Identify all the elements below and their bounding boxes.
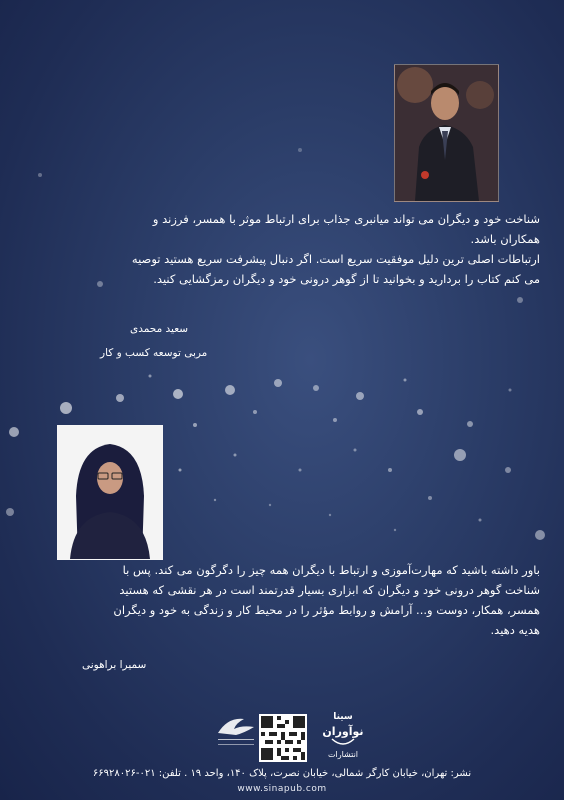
paragraph-line: می کنم کتاب را بردارید و بخوانید تا از گوهر درونی خود و دیگران رمزگشایی کنید. — [153, 272, 540, 286]
author-photo-man — [394, 64, 499, 202]
person-silhouette-icon — [395, 65, 498, 201]
publisher-website[interactable]: www.sinapub.com — [237, 784, 327, 794]
svg-text:سینا: سینا — [333, 712, 353, 722]
paragraph-line: همکاران باشد. — [470, 232, 540, 246]
svg-text:انتشارات: انتشارات — [327, 750, 359, 759]
svg-text:نوآوران: نوآوران — [322, 725, 364, 738]
person-silhouette-icon — [58, 426, 162, 559]
paragraph-line: همسر، همکار، دوست و... آرامش و روابط مؤثر را در محیط کار و زندگی به خود و دیگران — [113, 603, 540, 617]
paragraph-line: شناخت گوهر درونی خود و دیگران که ابزاری بسیار قدرتمند است در هر نقشی که هستید — [119, 583, 540, 597]
publisher-address: نشر: تهران، خیابان کارگر شمالی، خیابان نصرت، پلاک ۱۴۰، واحد ۱۹ . تلفن: ۰۲۱-۶۶۹۲۸۰۲۶ — [92, 768, 472, 779]
endorsement-paragraph-1 — [30, 209, 540, 289]
publisher-logo-icon — [316, 705, 370, 761]
bird-logo-icon — [214, 713, 258, 753]
paragraph-line: باور داشته باشید که مهارت‌آموزی و ارتباط با دیگران همه چیز را دگرگون می کند. پس با — [122, 563, 540, 577]
paragraph-line: شناخت خود و دیگران می تواند میانبری جذاب برای ارتباط موثر با همسر، فرزند و — [152, 212, 540, 226]
paragraph-line: ارتباطات اصلی ترین دلیل موفقیت سریع است. اگر دنبال پیشرفت سریع هستید توصیه — [131, 252, 540, 266]
author-name: سمیرا براهونی — [82, 659, 147, 671]
partner-logo — [214, 713, 258, 753]
author-photo-woman — [57, 425, 163, 560]
publisher-logo — [316, 705, 370, 761]
endorsement-paragraph-2 — [30, 560, 540, 640]
qr-code-icon — [261, 716, 305, 760]
qr-code — [259, 714, 307, 762]
paragraph-line: هدیه دهید. — [490, 623, 540, 637]
author-name: سعید محمدی — [130, 323, 189, 335]
author-role: مربی توسعه کسب و کار — [100, 347, 208, 359]
